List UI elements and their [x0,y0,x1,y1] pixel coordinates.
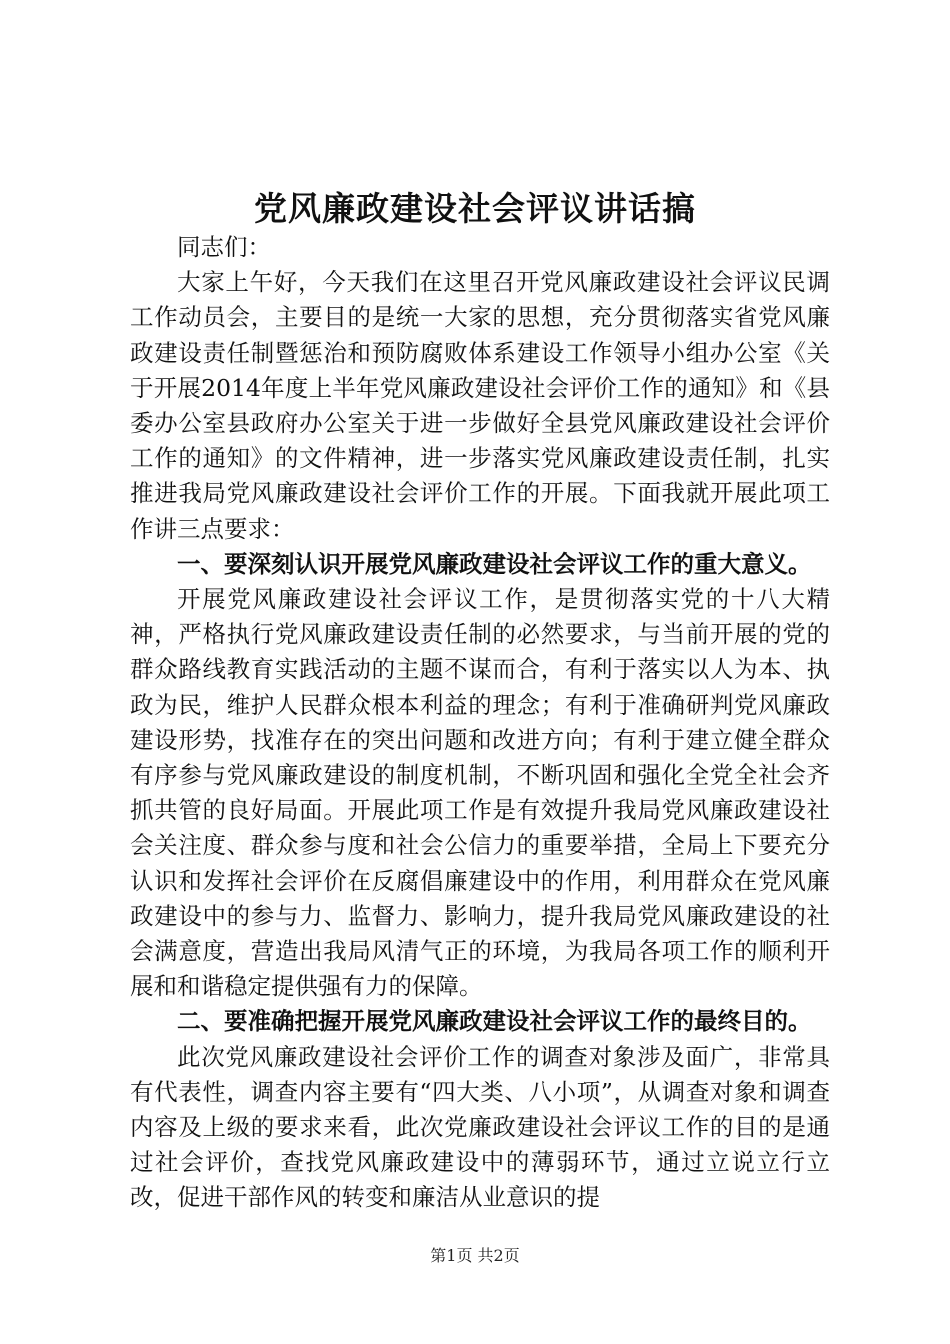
body-paragraph: 此次党风廉政建设社会评价工作的调查对象涉及面广，非常具有代表性，调查内容主要有“四大类、八小项”，从调查对象和调查内容及上级的要求来看，此次党廉政建设社会评议工作的目的是通过社会评价，查找党风廉政建设中的薄弱环节，通过立说立行立改，促进干部作风的转变和廉洁从业意识的提 [130,1042,830,1212]
salutation: 同志们： [177,233,271,261]
body-paragraph: 开展党风廉政建设社会评议工作，是贯彻落实党的十八大精神，严格执行党风廉政建设责任制的必然要求，与当前开展的党的群众路线教育实践活动的主题不谋而合，有利于落实以人为本、执政为民，维护人民群众根本利益的理念；有利于准确研判党风廉政建设形势，找准存在的突出问题和改进方向；有利于建立健全群众有序参与党风廉政建设的制度机制，不断巩固和强化全党全社会齐抓共管的良好局面。开展此项工作是有效提升我局党风廉政建设社会关注度、群众参与度和社会公信力的重要举措，全局上下要充分认识和发挥社会评价在反腐倡廉建设中的作用，利用群众在党风廉政建设中的参与力、监督力、影响力，提升我局党风廉政建设的社会满意度，营造出我局风清气正的环境，为我局各项工作的顺利开展和和谐稳定提供强有力的保障。 [130,585,830,1001]
section-heading: 一、要深刻认识开展党风廉政建设社会评议工作的重大意义。 [177,549,812,578]
section-heading: 二、要准确把握开展党风廉政建设社会评议工作的最终目的。 [177,1007,812,1036]
document-title: 党风廉政建设社会评议讲话搞 [254,189,696,228]
page-footer: 第1页 共2页 [430,1246,520,1265]
document-body [130,230,830,1216]
body-paragraph: 大家上午好，今天我们在这里召开党风廉政建设社会评议民调工作动员会，主要目的是统一大家的思想，充分贯彻落实省党风廉政建设责任制暨惩治和预防腐败体系建设工作领导小组办公室《关于开展2014年度上半年党风廉政建设社会评价工作的通知》和《县委办公室县政府办公室关于进一步做好全县党风廉政建设社会评价工作的通知》的文件精神，进一步落实党风廉政建设责任制，扎实推进我局党风廉政建设社会评价工作的开展。下面我就开展此项工作讲三点要求： [130,268,830,543]
